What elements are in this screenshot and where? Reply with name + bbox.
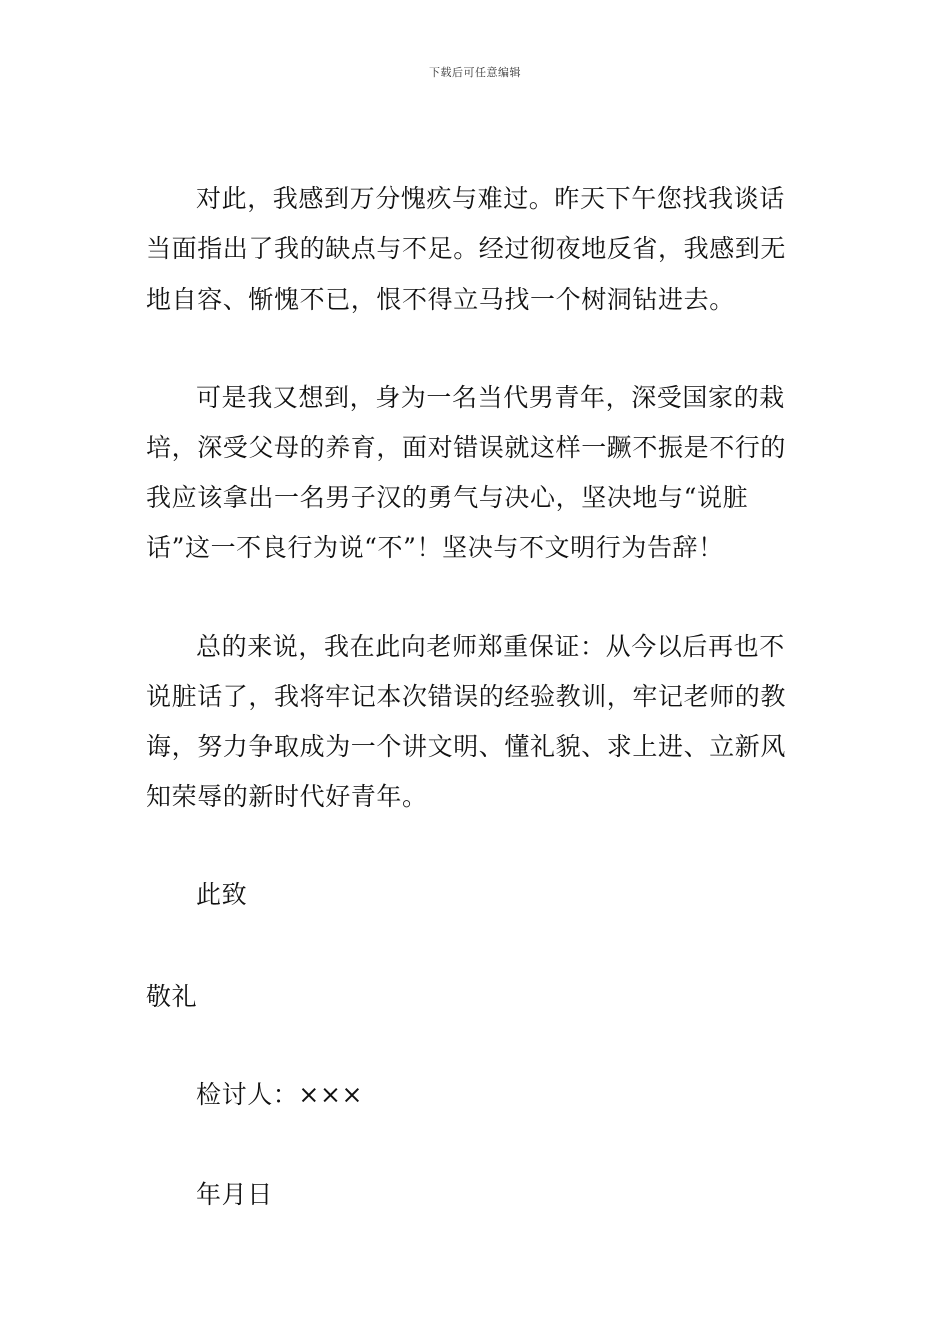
paragraph-1-line-2: 当面指出了我的缺点与不足。经过彻夜地反省，我感到无 <box>146 234 787 263</box>
paragraph-3-line-2: 说脏话了，我将牢记本次错误的经验教训，牢记老师的教 <box>146 682 787 711</box>
paragraph-2-line-2: 培，深受父母的养育，面对错误就这样一蹶不振是不行的 <box>146 433 787 462</box>
paragraph-3-line-4: 知荣辱的新时代好青年。 <box>146 782 428 811</box>
paragraph-3-line-1: 总的来说，我在此向老师郑重保证：从今以后再也不 <box>196 632 785 661</box>
paragraph-2-line-1: 可是我又想到，身为一名当代男青年，深受国家的栽 <box>196 383 785 412</box>
paragraph-2-line-4: 话”这一不良行为说“不”！坚决与不文明行为告辞！ <box>146 533 724 562</box>
paragraph-2-line-3: 我应该拿出一名男子汉的勇气与决心，坚决地与“说脏 <box>146 483 749 512</box>
date-line: 年月日 <box>196 1180 273 1209</box>
paragraph-1-line-1: 对此，我感到万分愧疚与难过。昨天下午您找我谈话 <box>196 184 785 213</box>
salutation-text: 敬礼 <box>146 982 198 1011</box>
signature-line: 检讨人：××× <box>196 1080 364 1109</box>
page-header: 下载后可任意编辑 <box>429 66 521 79</box>
paragraph-1-line-3: 地自容、惭愧不已，恨不得立马找一个树洞钻进去。 <box>146 285 735 314</box>
paragraph-3-line-3: 诲，努力争取成为一个讲文明、懂礼貌、求上进、立新风 <box>146 732 787 761</box>
closing-text: 此致 <box>196 880 248 909</box>
